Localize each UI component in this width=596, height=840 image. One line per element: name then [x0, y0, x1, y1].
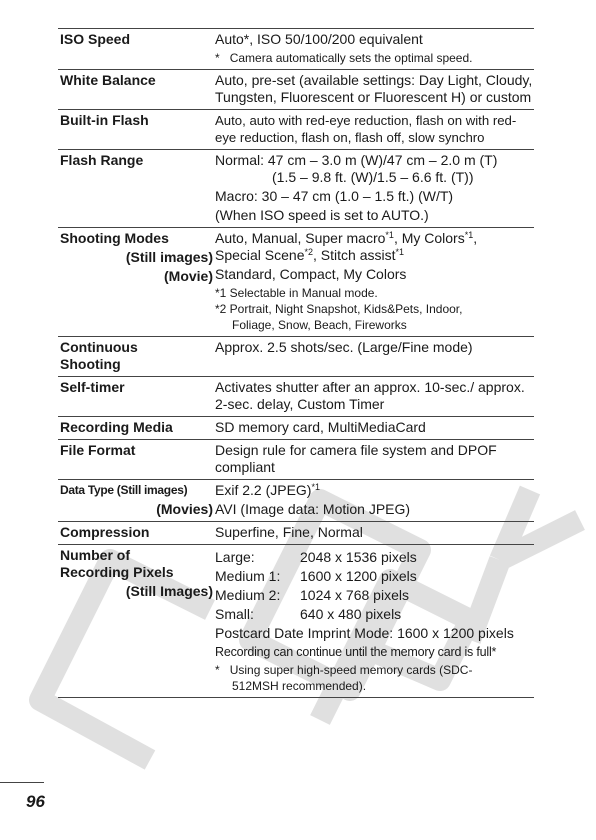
spec-row-data-type	[58, 479, 534, 521]
spec-label: File Format	[60, 442, 136, 458]
spec-label: Shooting Modes	[60, 230, 169, 246]
pixel-recording-note: Recording can continue until the memory card is full*	[215, 645, 497, 659]
spec-value: Auto, pre-set (available settings: Day Light, Cloudy, Tungsten, Fluorescent or Fluorescent H) or custom	[215, 72, 533, 105]
spec-label: ISO Speed	[60, 31, 131, 47]
spec-sublabel-movies: (Movies)	[156, 501, 213, 517]
spec-row-continuous-shooting	[58, 336, 534, 376]
spec-sublabel-still: (Still Images)	[125, 583, 213, 599]
shooting-modes-footnote-1: *1 Selectable in Manual mode.	[215, 286, 378, 300]
spec-value: Superfine, Fine, Normal	[215, 524, 363, 540]
pixel-size-postcard: Postcard Date Imprint Mode: 1600 x 1200 pixels	[215, 625, 514, 641]
spec-value: Design rule for camera file system and DPOF compliant	[215, 442, 497, 475]
spec-row-compression	[58, 521, 534, 544]
pixel-size-small: Small: 640 x 480 pixels	[215, 606, 402, 622]
pixel-size-medium-1: Medium 1: 1600 x 1200 pixels	[215, 568, 417, 584]
pixel-size-medium-2: Medium 2: 1024 x 768 pixels	[215, 587, 409, 603]
spec-row-file-format	[58, 439, 534, 479]
spec-label: Flash Range	[60, 152, 144, 168]
spec-label: Number of	[60, 547, 130, 563]
spec-row-built-in-flash	[58, 109, 534, 149]
flash-range-macro: Macro: 30 – 47 cm (1.0 – 1.5 ft.) (W/T)	[215, 188, 454, 204]
spec-row-iso-speed	[58, 28, 534, 69]
spec-label: Continuous	[60, 339, 138, 355]
spec-row-shooting-modes	[58, 227, 534, 336]
flash-range-normal: Normal: 47 cm – 3.0 m (W)/47 cm – 2.0 m (T)	[215, 152, 498, 168]
shooting-modes-still-line1: Auto, Manual, Super macro$^{*1}$, My Colors$^{*1}$,	[215, 230, 478, 246]
pixel-size-large: Large: 2048 x 1536 pixels	[215, 549, 417, 565]
spec-row-white-balance	[58, 69, 534, 109]
spec-label: Self-timer	[60, 379, 125, 395]
shooting-modes-still-line2: Special Scene$^{*2}$, Stitch assist$^{*1}$	[215, 247, 405, 263]
shooting-modes-footnote-2-cont: Foliage, Snow, Beach, Fireworks	[232, 318, 407, 332]
spec-value: Auto, auto with red-eye reduction, flash on with red-eye reduction, flash on, flash off, slow synchro	[215, 113, 517, 145]
spec-label: Compression	[60, 524, 150, 540]
spec-row-recording-pixels	[58, 544, 534, 698]
spec-label: Data Type (Still images)	[60, 483, 188, 497]
spec-label-cont: Shooting	[60, 356, 121, 372]
page-number: 96	[26, 792, 45, 811]
spec-footnote: * Camera automatically sets the optimal speed.	[215, 51, 473, 65]
spec-value: Activates shutter after an approx. 10-sec./ approx. 2-sec. delay, Custom Timer	[215, 379, 525, 412]
spec-value: Approx. 2.5 shots/sec. (Large/Fine mode)	[215, 339, 473, 355]
pixel-footnote-cont: 512MSH recommended).	[232, 679, 367, 693]
flash-range-note: (When ISO speed is set to AUTO.)	[215, 207, 429, 223]
pixel-footnote: * Using super high-speed memory cards (SDC-	[215, 663, 473, 677]
spec-value: Auto*, ISO 50/100/200 equivalent	[215, 31, 423, 47]
shooting-modes-footnote-2: *2 Portrait, Night Snapshot, Kids&Pets, Indoor,	[215, 302, 463, 316]
spec-sublabel-movie: (Movie)	[164, 268, 213, 284]
flash-range-normal-ft: (1.5 – 9.8 ft. (W)/1.5 – 6.6 ft. (T))	[272, 169, 474, 185]
shooting-modes-movie: Standard, Compact, My Colors	[215, 266, 407, 282]
spec-label-cont: Recording Pixels	[60, 564, 174, 580]
spec-label: Recording Media	[60, 419, 173, 435]
spec-row-recording-media	[58, 416, 534, 439]
spec-value: SD memory card, MultiMediaCard	[215, 419, 426, 435]
data-type-movie: AVI (Image data: Motion JPEG)	[215, 501, 411, 517]
page-number-rule	[0, 782, 44, 783]
spec-sublabel-still: (Still images)	[125, 249, 213, 265]
data-type-still: Exif 2.2 (JPEG)$^{*1}$	[215, 482, 320, 498]
spec-label: Built-in Flash	[60, 112, 149, 128]
spec-row-flash-range	[58, 149, 534, 227]
specifications-table	[58, 28, 534, 698]
spec-row-self-timer	[58, 376, 534, 416]
spec-label: White Balance	[60, 72, 156, 88]
